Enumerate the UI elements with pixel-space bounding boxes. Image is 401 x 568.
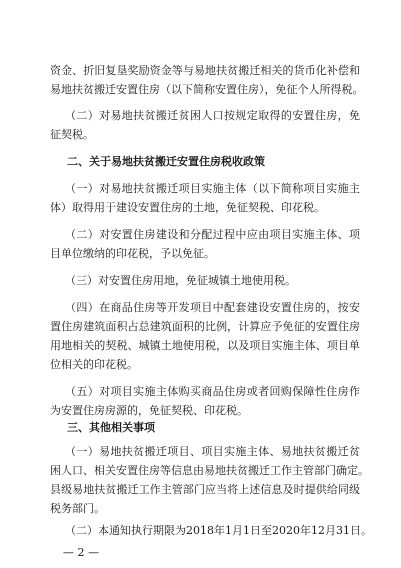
body-text-line: （二）对安置住房建设和分配过程中应由项目实施主体、项 bbox=[65, 228, 360, 241]
body-text-line: 资金、折旧复垦奖励资金等与易地扶贫搬迁相关的货币化补偿和 bbox=[50, 64, 360, 77]
body-text-line: 位相关的印花税。 bbox=[50, 358, 138, 371]
body-text-line: 体）取得用于建设安置住房的土地，免征契税、印花税。 bbox=[50, 201, 325, 214]
section-heading: 二、关于易地扶贫搬迁安置住房税收政策 bbox=[67, 155, 265, 168]
body-text-line: 置住房建筑面积占总建筑面积的比例，计算应予免征的安置住房 bbox=[50, 320, 360, 333]
body-text-line: （一）易地扶贫搬迁项目、项目实施主体、易地扶贫搬迁贫 bbox=[65, 445, 360, 458]
body-text-line: 为安置住房房源的，免征契税、印花税。 bbox=[50, 404, 248, 417]
body-text-line: （四）在商品住房等开发项目中配套建设安置住房的，按安 bbox=[65, 301, 360, 314]
section-heading: 三、其他相关事项 bbox=[67, 421, 155, 434]
body-text-line: 征契税。 bbox=[50, 128, 94, 141]
page-number: — 2 — bbox=[63, 546, 99, 559]
body-text-line: （五）对项目实施主体购买商品住房或者回购保障性住房作 bbox=[65, 385, 360, 398]
body-text-line: 困人口、相关安置住房等信息由易地扶贫搬迁工作主管部门确定。 bbox=[50, 464, 369, 477]
body-text-line: 易地扶贫搬迁安置住房（以下简称安置住房），免征个人所得税。 bbox=[50, 83, 364, 96]
body-text-line: 用地相关的契税、城镇土地使用税，以及项目实施主体、项目单 bbox=[50, 339, 360, 352]
body-text-line: （三）对安置住房用地，免征城镇土地使用税。 bbox=[65, 274, 296, 287]
body-text-line: （一）对易地扶贫搬迁项目实施主体（以下简称项目实施主 bbox=[65, 182, 360, 195]
body-text-line: 税务部门。 bbox=[50, 502, 105, 515]
body-text-line: 县级易地扶贫搬迁工作主管部门应当将上述信息及时提供给同级 bbox=[50, 483, 360, 496]
body-text-line: 目单位缴纳的印花税，予以免征。 bbox=[50, 247, 215, 260]
body-text-line: （二）对易地扶贫搬迁贫困人口按规定取得的安置住房，免 bbox=[65, 109, 360, 122]
body-text-line: （二）本通知执行期限为2018年1月1日至2020年12月31日。 bbox=[65, 524, 372, 537]
